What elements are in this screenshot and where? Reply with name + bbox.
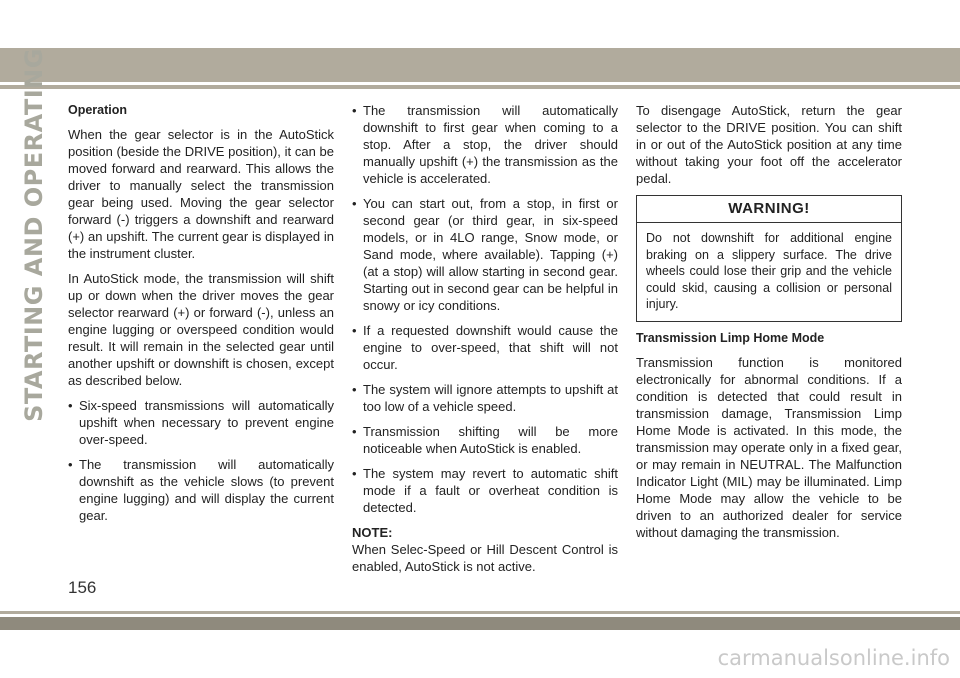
bullet-icon: • xyxy=(68,398,73,413)
column-2 xyxy=(352,102,618,583)
header-band xyxy=(0,48,960,82)
list-item: • Transmission shifting will be more noticeable when AutoStick is enabled. xyxy=(352,424,618,456)
footer-rule xyxy=(0,611,960,614)
list-item: • Six-speed transmissions will automatically upshift when necessary to prevent engine over-speed. xyxy=(68,398,334,447)
bullet-icon: • xyxy=(352,196,357,211)
section-title: STARTING AND OPERATING xyxy=(20,48,48,422)
list-item: • You can start out, from a stop, in first or second gear (or third gear, in six-speed models, or in 4LO range, Snow mode, or Sand mode, where available). Tapping (+) (at a stop) will allow starting in second gear. Starting out in second gear can be helpful in snowy or icy conditions. xyxy=(352,196,618,313)
paragraph: When the gear selector is in the AutoStick position (beside the DRIVE position), it can be moved forward and rearward. This allows the driver to manually select the transmission gear being used. Moving the gear selector forward (-) triggers a downshift and rearward (+) an upshift. The current gear is displayed in the instrument cluster. xyxy=(68,127,334,261)
column-1 xyxy=(68,102,334,532)
section-side-tab xyxy=(16,48,52,422)
warning-box xyxy=(636,195,902,322)
list-item: • The system will ignore attempts to upshift at too low of a vehicle speed. xyxy=(352,382,618,414)
warning-title: WARNING! xyxy=(637,196,901,223)
warning-text: Do not downshift for additional engine braking on a slippery surface. The drive wheels could lose their grip and the vehicle could skid, causing a collision or personal injury. xyxy=(646,231,892,311)
bullet-icon: • xyxy=(352,382,357,397)
paragraph: To disengage AutoStick, return the gear selector to the DRIVE position. You can shift in or out of the AutoStick position at any time without taking your foot off the accelerator pedal. xyxy=(636,103,902,186)
column-3 xyxy=(636,102,902,549)
bullet-icon: • xyxy=(352,103,357,118)
note-label: NOTE: xyxy=(352,525,393,540)
bullet-icon: • xyxy=(352,323,357,338)
heading-limp-home: Transmission Limp Home Mode xyxy=(636,330,825,345)
bullet-icon: • xyxy=(68,457,73,472)
watermark: carmanualsonline.info xyxy=(717,646,950,670)
heading-operation: Operation xyxy=(68,103,128,117)
paragraph: In AutoStick mode, the transmission will shift up or down when the driver moves the gear selector rearward (+) or forward (-), unless an engine lugging or overspeed condition would result. It will remain in the selected gear until another upshift or downshift is chosen, except as described below. xyxy=(68,271,334,388)
list-item: • The transmission will automatically downshift to first gear when coming to a stop. After a stop, the driver should manually upshift (+) the transmission as the vehicle is accelerated. xyxy=(352,103,618,186)
note-text: When Selec-Speed or Hill Descent Control is enabled, AutoStick is not active. xyxy=(352,542,618,574)
list-item: • The transmission will automatically downshift as the vehicle slows (to prevent engine lugging) and will display the current gear. xyxy=(68,457,334,523)
paragraph: Transmission function is monitored electronically for abnormal conditions. If a condition is detected that could result in transmission damage, Transmission Limp Home Mode is activated. In this mode, the transmission may operate only in a fixed gear, or may remain in NEUTRAL. The Malfunction Indicator Light (MIL) may be illuminated. Limp Home Mode may allow the vehicle to be driven to an authorized dealer for service without damaging the transmission. xyxy=(636,354,902,540)
page-number: 156 xyxy=(68,578,97,597)
bullet-icon: • xyxy=(352,466,357,481)
bullet-icon: • xyxy=(352,424,357,439)
footer-band xyxy=(0,617,960,630)
list-item: • If a requested downshift would cause the engine to over-speed, that shift will not occur. xyxy=(352,323,618,372)
list-item: • The system may revert to automatic shift mode if a fault or overheat condition is detected. xyxy=(352,466,618,515)
header-rule xyxy=(0,85,960,89)
